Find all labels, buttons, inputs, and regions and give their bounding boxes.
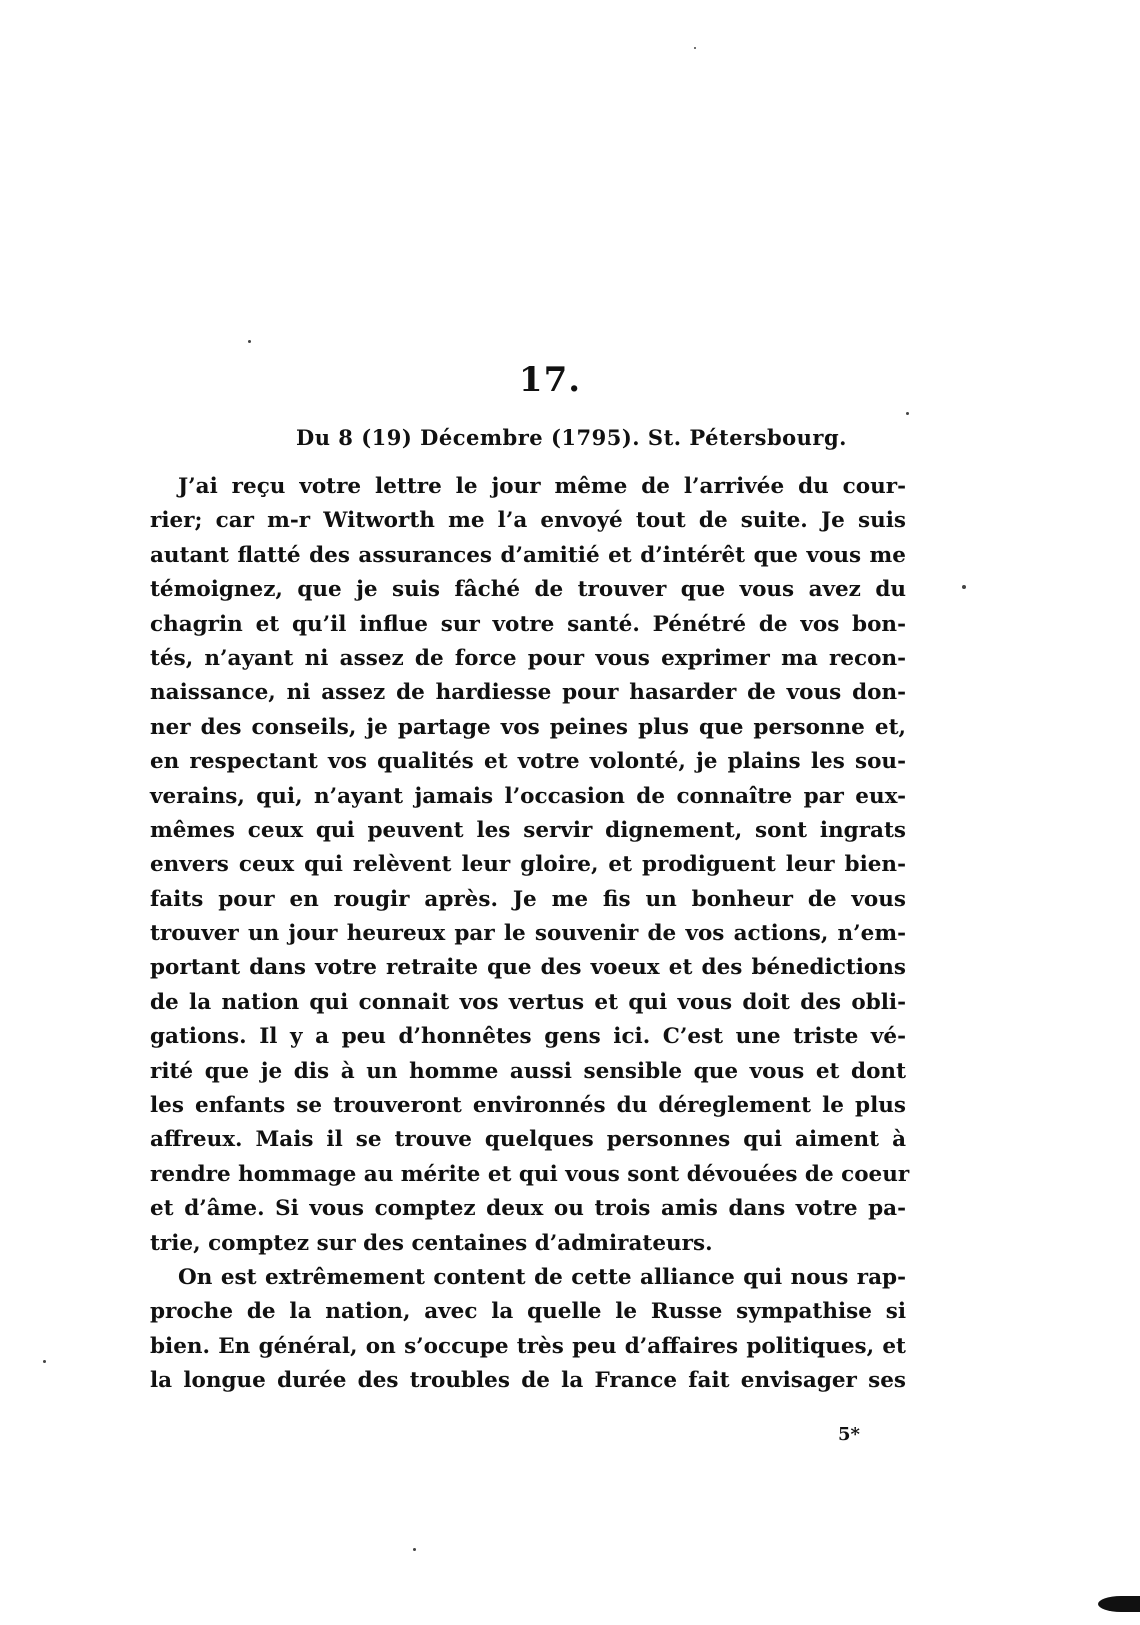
letter-body <box>150 470 910 1399</box>
text-line: témoignez, que je suis fâché de trouver que vous avez du <box>150 577 906 603</box>
scan-speck <box>43 1360 46 1363</box>
text-line: de la nation qui connait vos vertus et qui vous doit des obli- <box>150 989 906 1015</box>
text-line: en respectant vos qualités et votre volonté, je plains les sou- <box>150 749 906 775</box>
text-line: On est extrêmement content de cette alliance qui nous rap- <box>178 1264 906 1290</box>
text-line: portant dans votre retraite que des voeux et des bénedictions <box>150 955 906 981</box>
text-line: J’ai reçu votre lettre le jour même de l’arrivée du cour- <box>178 474 906 499</box>
text-line: ner des conseils, je partage vos peines plus que personne et, <box>150 714 906 740</box>
text-line: bien. En général, on s’occupe très peu d’affaires politiques, et <box>150 1333 906 1359</box>
letter-number: 17. <box>518 360 582 400</box>
text-line: faits pour en rougir après. Je me fis un bonheur de vous <box>150 886 906 912</box>
letter-header: Du 8 (19) Décembre (1795). St. Pétersbourg. <box>296 425 847 450</box>
text-line: envers ceux qui relèvent leur gloire, et prodiguent leur bien- <box>150 852 906 878</box>
text-line: rité que je dis à un homme aussi sensible que vous et dont <box>150 1058 906 1084</box>
scan-speck <box>413 1548 416 1551</box>
text-line: trie, comptez sur des centaines d’admirateurs. <box>150 1230 713 1256</box>
scan-speck <box>248 340 251 343</box>
text-line: rier; car m-r Witworth me l’a envoyé tout de suite. Je suis <box>150 508 906 534</box>
text-line: affreux. Mais il se trouve quelques personnes qui aiment à <box>150 1127 906 1153</box>
text-line: trouver un jour heureux par le souvenir de vos actions, n’em- <box>150 921 906 947</box>
text-line: la longue durée des troubles de la France fait envisager ses <box>150 1368 906 1394</box>
text-line: chagrin et qu’il influe sur votre santé. Pénétré de vos bon- <box>150 611 906 637</box>
text-line: autant flatté des assurances d’amitié et d’intérêt que vous me <box>150 542 906 568</box>
text-line: mêmes ceux qui peuvent les servir dignement, sont ingrats <box>150 817 906 843</box>
text-line: proche de la nation, avec la quelle le Russe sympathise si <box>150 1299 906 1325</box>
signature-mark: 5* <box>838 1424 860 1445</box>
text-line: gations. Il y a peu d’honnêtes gens ici. C’est une triste vé- <box>150 1024 906 1050</box>
text-line: tés, n’ayant ni assez de force pour vous exprimer ma recon- <box>150 645 906 671</box>
text-line: rendre hommage au mérite et qui vous sont dévouées de coeur <box>150 1161 910 1187</box>
text-line: les enfants se trouveront environnés du déreglement le plus <box>150 1093 906 1119</box>
scan-speck <box>694 47 696 49</box>
scan-speck <box>962 585 966 589</box>
text-line: verains, qui, n’ayant jamais l’occasion de connaître par eux- <box>150 783 906 809</box>
scan-edge-blot <box>1098 1596 1140 1612</box>
text-line: naissance, ni assez de hardiesse pour hasarder de vous don- <box>150 680 906 706</box>
scan-speck <box>906 412 909 415</box>
text-line: et d’âme. Si vous comptez deux ou trois amis dans votre pa- <box>150 1196 906 1222</box>
